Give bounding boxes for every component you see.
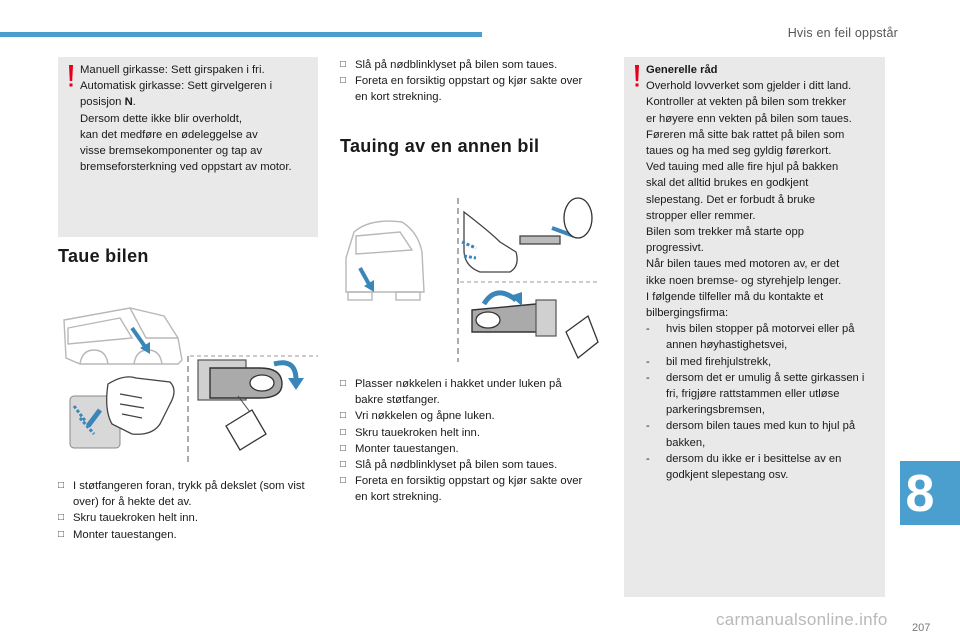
warning-box-gearbox (58, 57, 318, 237)
bumper-cover-icon (226, 410, 266, 450)
checkbox-bullet-icon: □ (58, 480, 65, 491)
illustration-front-tow-hook (60, 298, 320, 470)
hand-with-key-icon (464, 212, 560, 272)
general-advice-title: Generelle råd (646, 64, 718, 76)
list-item: - hvis bilen stopper på motorvei eller på annen høyhastighetsvei, (646, 323, 855, 352)
warning-box-general-advice (624, 57, 885, 597)
checkbox-bullet-icon: □ (340, 410, 347, 422)
warning-text: Manuell girkasse: Sett girspaken i fri. Automatisk girkasse: Sett girvelgeren i posisjon N. Dersom dette ikke blir overholdt, kan det medføre en ødeleggelse av visse bremsekomponenter og tap av bremseforsterkning ved oppstart av motor. (80, 64, 292, 174)
list-item: □ Vri nøkkelen og åpne luken. (340, 408, 592, 424)
chapter-number: 8 (905, 465, 935, 523)
list-item: □ Skru tauekroken helt inn. (58, 510, 320, 526)
tow-eye-icon (472, 300, 556, 336)
checkbox-bullet-icon: □ (340, 75, 347, 87)
cases-list (646, 321, 877, 483)
rotate-arrow-icon (484, 293, 516, 304)
checkbox-bullet-icon: □ (58, 512, 65, 524)
list-item: □ Slå på nødblinklyset på bilen som taues. (340, 57, 590, 73)
checkbox-bullet-icon: □ (340, 426, 347, 438)
watermark: carmanualsonline.info (716, 610, 888, 629)
checkbox-bullet-icon: □ (340, 378, 347, 389)
tow-eye-icon (198, 360, 282, 400)
cover-lid-icon (564, 198, 592, 238)
checkbox-bullet-icon: □ (340, 475, 347, 487)
checkbox-bullet-icon: □ (340, 442, 347, 454)
checkbox-bullet-icon: □ (58, 528, 65, 540)
list-item: - bil med firehjulstrekk, (646, 355, 772, 368)
exclamation-icon (66, 65, 76, 89)
list-item: □ Monter tauestangen. (58, 527, 320, 543)
steps-tow-other (340, 376, 592, 506)
van-outline-icon (64, 308, 182, 364)
checkbox-bullet-icon: □ (340, 459, 347, 471)
steps-tow-own-continued (340, 57, 590, 106)
list-item: - dersom bilen taues med kun to hjul på bakken, (646, 420, 856, 449)
illustration-rear-tow-hook (340, 192, 602, 364)
page-number: 207 (912, 622, 931, 634)
heading-tow-own: Taue bilen (58, 246, 149, 266)
list-item: □ Slå på nødblinklyset på bilen som taues. (340, 457, 592, 473)
list-item: - dersom det er umulig å sette girkassen i fri, frigjøre rattstammen eller utløse parkeringsbremsen, (646, 371, 865, 417)
van-rear-outline-icon (346, 221, 424, 300)
list-item: □ Skru tauekroken helt inn. (340, 425, 592, 441)
general-advice-text: Generelle råd Overhold lovverket som gjelder i ditt land. Kontroller at vekten på bilen som trekker er høyere enn vekten på bilen som taues. Føreren må sitte bak rattet på bilen som taues og ha med seg gyldig førerkort. Ved tauing med alle fire hjul på bakken skal det alltid brukes en godkjent slepestang. Det er forbudt å bruke stropper eller remmer. Bilen som trekker må starte opp progressivt. Når bilen taues med motoren av, er det ikke noen bremse- og styrehjelp lenger. I følgende tilfeller må du kontakte et bilbergingsfirma: - hvis bilen stopper på motorvei eller på annen høyhastighetsvei, - bil med firehjulstrekk, - dersom det er umulig å sette girkassen i fri, frigjøre rattstammen eller utløse parkeringsbremsen, - dersom bilen taues med kun to hjul på bakken, - dersom du ikke er i besittelse av en godkjent slepestang osv. (646, 62, 877, 483)
top-accent-bar (0, 32, 482, 37)
steps-tow-own (58, 478, 320, 543)
arrow-down-icon (360, 268, 370, 286)
bumper-cover-icon (566, 316, 598, 358)
arrow-down-icon (132, 328, 146, 348)
list-item: □ Foreta en forsiktig oppstart og kjør sakte over en kort strekning. (340, 75, 583, 104)
section-title: Hvis en feil oppstår (787, 26, 898, 40)
hand-icon (107, 377, 174, 434)
list-item: □ Foreta en forsiktig oppstart og kjør sakte over en kort strekning. (340, 475, 583, 504)
checkbox-bullet-icon: □ (340, 59, 347, 70)
exclamation-icon (632, 65, 642, 89)
list-item: □ Monter tauestangen. (340, 441, 592, 457)
heading-tow-other: Tauing av en annen bil (340, 136, 540, 156)
list-item: □ Plasser nøkkelen i hakket under luken på bakre støtfanger. (340, 378, 562, 407)
list-item: - dersom du ikke er i besittelse av en godkjent slepestang osv. (646, 452, 842, 482)
list-item: □ I støtfangeren foran, trykk på dekslet (som vist over) for å hekte det av. (58, 480, 305, 509)
